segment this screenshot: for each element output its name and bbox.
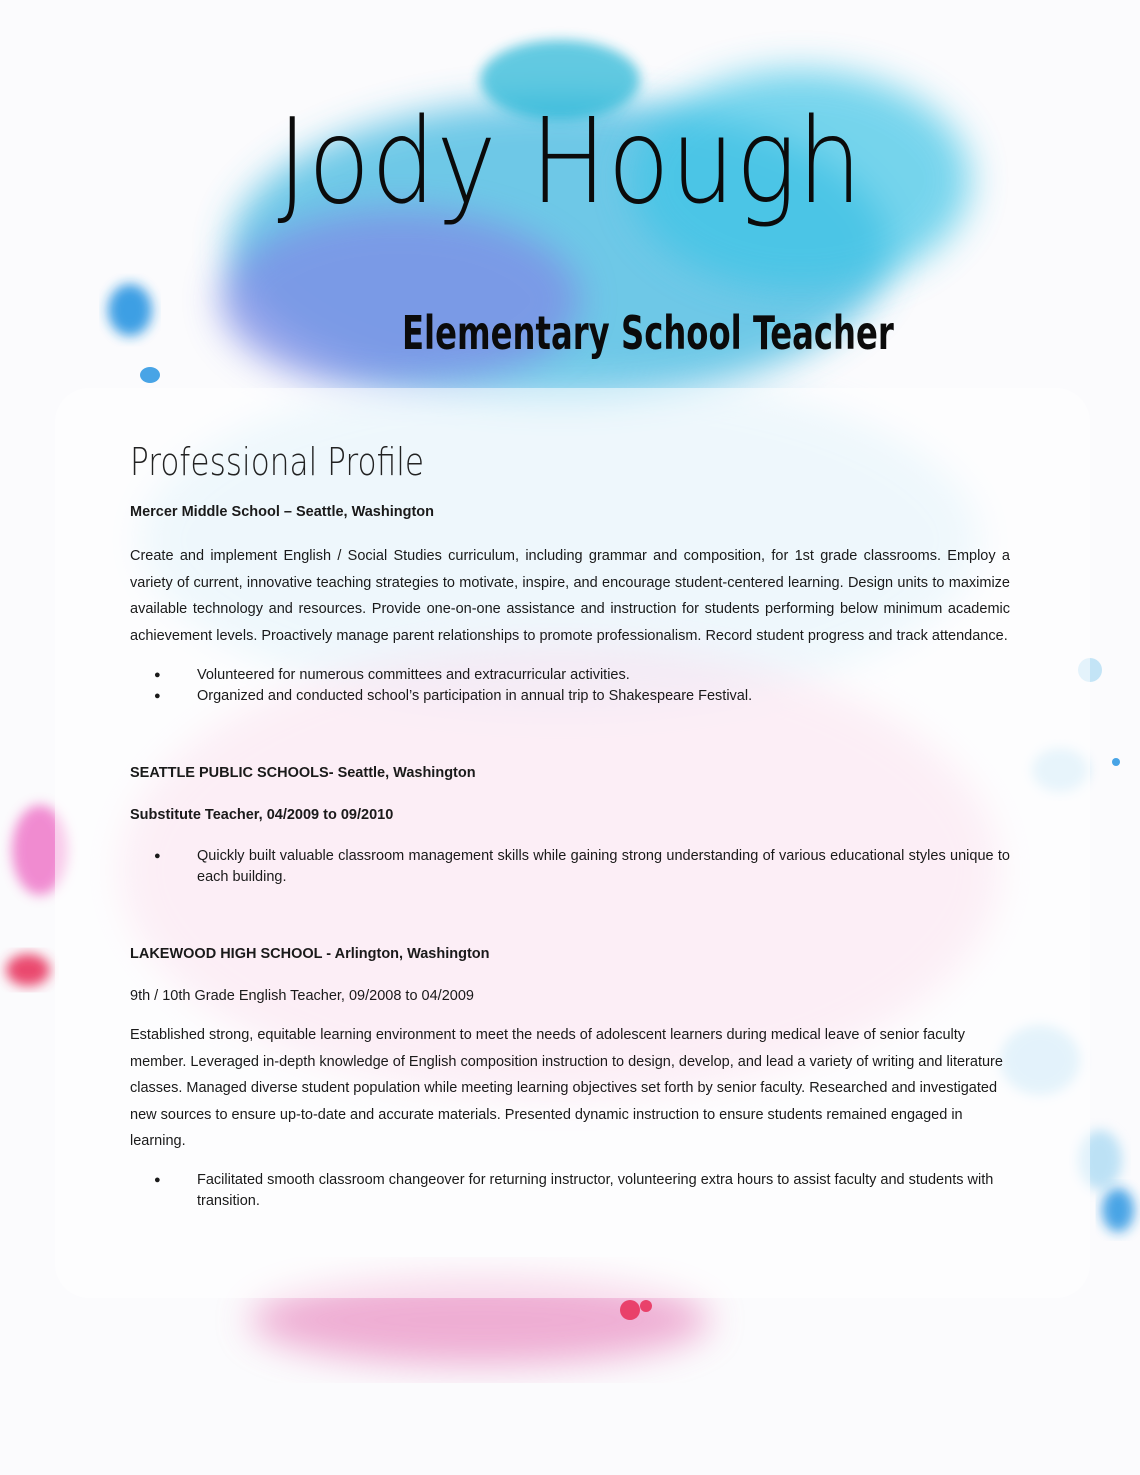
job-description: Established strong, equitable learning environment to meet the needs of adolescent learners during medical leave of senior faculty member. Leveraged in-depth knowledge of English composition instruction to design, develop, and lead a variety of writing and literature classes. Managed diverse student population while meeting learning objectives set forth by senior faculty. Researched and investigated new sources to ensure up-to-date and accurate materials. Presented dynamic instruction to ensure students remained engaged in learning. xyxy=(130,1027,1003,1149)
job-bullets xyxy=(130,846,1010,888)
job-role: Substitute Teacher, 04/2009 to 09/2010 xyxy=(130,807,394,823)
job-bullet: ● Quickly built valuable classroom management skills while gaining strong understanding of various educational styles unique to each building. xyxy=(130,846,1010,888)
job-entry xyxy=(130,502,1010,707)
job-entry xyxy=(130,763,1010,888)
job-description: Create and implement English / Social Studies curriculum, including grammar and composition, for 1st grade classrooms. Employ a variety of current, innovative teaching strategies to motivate, inspire, and encourage student-centered learning. Design units to maximize available technology and resources. Provide one-on-one assistance and instruction for students performing below minimum academic achievement levels. Proactively manage parent relationships to promote professionalism. Record student progress and track attendance. xyxy=(130,548,1010,644)
job-bullet: ● Organized and conducted school’s participation in annual trip to Shakespeare Festival. xyxy=(130,686,1010,707)
job-entry xyxy=(130,944,1010,1212)
resume-body xyxy=(130,440,1010,1212)
candidate-title: Elementary School Teacher xyxy=(402,306,894,360)
job-organization: LAKEWOOD HIGH SCHOOL - Arlington, Washington xyxy=(130,946,490,962)
job-role: 9th / 10th Grade English Teacher, 09/2008 to 04/2009 xyxy=(130,988,474,1004)
job-bullets xyxy=(130,665,1010,707)
candidate-name: Jody Hough xyxy=(277,92,863,230)
job-bullets xyxy=(130,1170,1010,1212)
job-bullet: ● Volunteered for numerous committees and extracurricular activities. xyxy=(130,665,1010,686)
job-organization: SEATTLE PUBLIC SCHOOLS- Seattle, Washington xyxy=(130,765,476,781)
job-bullet: ● Facilitated smooth classroom changeover for returning instructor, volunteering extra hours to assist faculty and students with transition. xyxy=(130,1170,1010,1212)
profile-heading: Professional Profile xyxy=(130,440,425,484)
job-organization: Mercer Middle School – Seattle, Washington xyxy=(130,504,435,520)
